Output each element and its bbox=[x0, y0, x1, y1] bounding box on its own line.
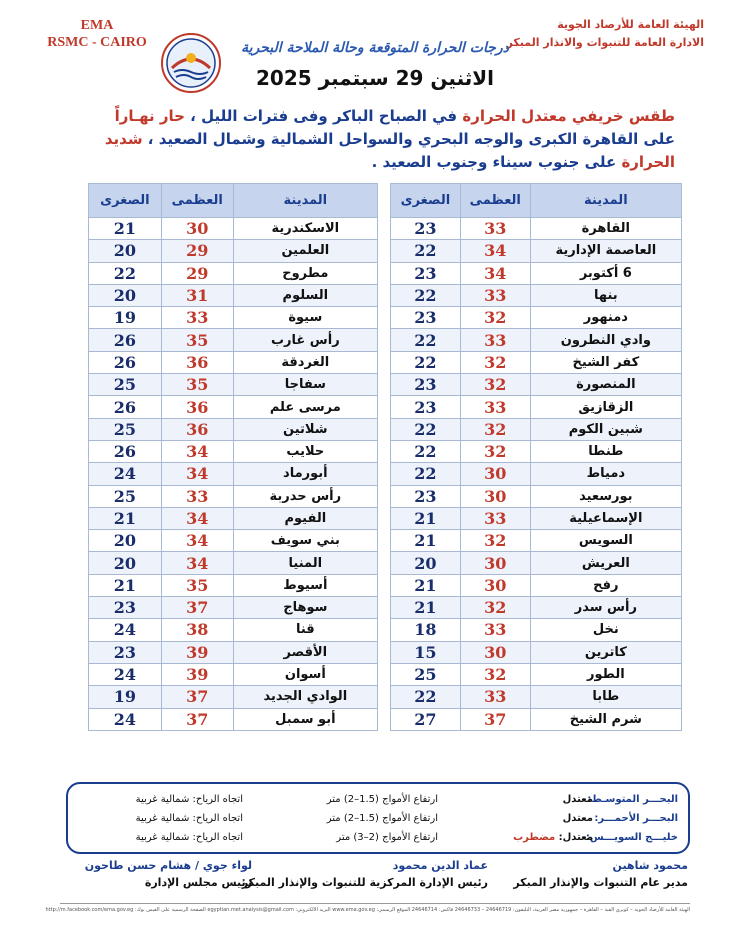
city-cell: سوهاج bbox=[233, 597, 377, 619]
min-temp-cell: 23 bbox=[391, 262, 461, 284]
min-temp-cell: 20 bbox=[89, 552, 162, 574]
min-temp-cell: 21 bbox=[89, 574, 162, 596]
city-cell: السويس bbox=[530, 530, 681, 552]
min-temp-cell: 25 bbox=[391, 663, 461, 685]
sea-state-text: معتدل bbox=[562, 794, 593, 805]
table-row bbox=[391, 396, 682, 418]
max-temp-cell: 33 bbox=[460, 284, 530, 306]
header-max: العظمى bbox=[460, 184, 530, 218]
table-row bbox=[89, 463, 378, 485]
summary-part: شديد الحرارة bbox=[104, 130, 675, 171]
city-cell: الزقازيق bbox=[530, 396, 681, 418]
city-cell: بنها bbox=[530, 284, 681, 306]
table-row bbox=[89, 418, 378, 440]
sea-name bbox=[587, 794, 678, 805]
max-temp-cell: 36 bbox=[161, 396, 233, 418]
table-row bbox=[89, 507, 378, 529]
sea-name-text: خليـــج السويـــس: bbox=[585, 832, 678, 843]
table-row bbox=[89, 351, 378, 373]
wave-height-text: ارتفاع الأمواج (2–3) متر bbox=[336, 832, 438, 843]
summary-part: على جنوب سيناء وجنوب الصعيد . bbox=[371, 153, 622, 171]
max-temp-cell: 34 bbox=[161, 552, 233, 574]
max-temp-cell: 34 bbox=[161, 463, 233, 485]
min-temp-cell: 20 bbox=[89, 284, 162, 306]
sea-row bbox=[68, 832, 688, 852]
max-temp-cell: 33 bbox=[460, 396, 530, 418]
city-cell: شبين الكوم bbox=[530, 418, 681, 440]
sea-name-text: البحـــر المتوسـط: bbox=[587, 794, 678, 805]
max-temp-cell: 33 bbox=[460, 686, 530, 708]
min-temp-cell: 22 bbox=[391, 440, 461, 462]
footer-divider bbox=[60, 903, 690, 904]
min-temp-cell: 24 bbox=[89, 463, 162, 485]
table-row bbox=[391, 440, 682, 462]
sea-state-text: معتدل bbox=[562, 813, 593, 824]
max-temp-cell: 30 bbox=[161, 218, 233, 240]
min-temp-cell: 23 bbox=[89, 641, 162, 663]
city-cell: أبو سمبل bbox=[233, 708, 377, 730]
city-cell: 6 أكتوبر bbox=[530, 262, 681, 284]
max-temp-cell: 32 bbox=[460, 663, 530, 685]
min-temp-cell: 26 bbox=[89, 396, 162, 418]
min-temp-cell: 22 bbox=[391, 463, 461, 485]
city-cell: رأس غارب bbox=[233, 329, 377, 351]
table-row bbox=[391, 307, 682, 329]
max-temp-cell: 37 bbox=[161, 597, 233, 619]
min-temp-cell: 21 bbox=[89, 218, 162, 240]
table-row bbox=[89, 708, 378, 730]
min-temp-cell: 24 bbox=[89, 619, 162, 641]
wind-direction bbox=[136, 832, 243, 843]
city-cell: مطروح bbox=[233, 262, 377, 284]
signature-2 bbox=[242, 857, 488, 891]
table-row bbox=[89, 307, 378, 329]
rsmc-text: RSMC - CAIRO bbox=[47, 35, 147, 50]
max-temp-cell: 35 bbox=[161, 574, 233, 596]
city-cell: المنصورة bbox=[530, 374, 681, 396]
table-row bbox=[89, 597, 378, 619]
min-temp-cell: 22 bbox=[391, 418, 461, 440]
sea-row bbox=[68, 813, 688, 833]
city-cell: وادي النطرون bbox=[530, 329, 681, 351]
table-row bbox=[391, 240, 682, 262]
footer-contact: الهيئة العامة للأرصاد الجوية – كوبري القبة – القاهرة – جمهورية مصر العربية، التليفون: 24646719 – 24646733 فاكس: 24646714 الموقع الرسمي: www.ema.gov.eg البريد الالكتروني: egyptian.met.analysis@gmail.com الصفحة الرسمية على الفيس بوك: http://m.facebook.com/ema.gov.eg bbox=[45, 907, 690, 913]
table-header-row bbox=[89, 184, 378, 218]
min-temp-cell: 23 bbox=[391, 218, 461, 240]
table-row bbox=[89, 240, 378, 262]
wind-direction-text: اتجاه الرياح: شمالية غربية bbox=[135, 794, 243, 805]
min-temp-cell: 26 bbox=[89, 440, 162, 462]
table-row bbox=[89, 329, 378, 351]
city-cell: طنطا bbox=[530, 440, 681, 462]
min-temp-cell: 25 bbox=[89, 485, 162, 507]
signature-title: رئيس مجلس الإدارة bbox=[144, 876, 252, 889]
ema-label bbox=[42, 17, 152, 51]
table-row bbox=[89, 574, 378, 596]
city-cell: الإسماعيلية bbox=[530, 507, 681, 529]
city-cell: قنا bbox=[233, 619, 377, 641]
max-temp-cell: 30 bbox=[460, 641, 530, 663]
max-temp-cell: 29 bbox=[161, 240, 233, 262]
table-row bbox=[391, 597, 682, 619]
min-temp-cell: 20 bbox=[391, 552, 461, 574]
min-temp-cell: 22 bbox=[391, 329, 461, 351]
city-cell: نخل bbox=[530, 619, 681, 641]
wind-direction-text: اتجاه الرياح: شمالية غربية bbox=[135, 813, 243, 824]
min-temp-cell: 26 bbox=[89, 329, 162, 351]
table-row bbox=[391, 485, 682, 507]
max-temp-cell: 33 bbox=[161, 307, 233, 329]
city-cell: الطور bbox=[530, 663, 681, 685]
max-temp-cell: 33 bbox=[460, 507, 530, 529]
min-temp-cell: 22 bbox=[391, 240, 461, 262]
city-cell: رأس حدربة bbox=[233, 485, 377, 507]
table-row bbox=[391, 351, 682, 373]
city-cell: الغردقة bbox=[233, 351, 377, 373]
table-row bbox=[391, 619, 682, 641]
max-temp-cell: 31 bbox=[161, 284, 233, 306]
max-temp-cell: 34 bbox=[460, 262, 530, 284]
min-temp-cell: 26 bbox=[89, 351, 162, 373]
max-temp-cell: 32 bbox=[460, 530, 530, 552]
city-cell: سيوة bbox=[233, 307, 377, 329]
max-temp-cell: 37 bbox=[161, 686, 233, 708]
city-cell: كفر الشيخ bbox=[530, 351, 681, 373]
table-row bbox=[89, 641, 378, 663]
max-temp-cell: 33 bbox=[460, 218, 530, 240]
max-temp-cell: 35 bbox=[161, 329, 233, 351]
wind-direction bbox=[136, 794, 243, 805]
city-cell: العاصمة الإدارية bbox=[530, 240, 681, 262]
weather-summary bbox=[90, 105, 675, 174]
min-temp-cell: 22 bbox=[391, 284, 461, 306]
wave-height-text: ارتفاع الأمواج (1.5–2) متر bbox=[326, 794, 438, 805]
max-temp-cell: 30 bbox=[460, 552, 530, 574]
min-temp-cell: 25 bbox=[89, 374, 162, 396]
city-cell: شلاتين bbox=[233, 418, 377, 440]
table-row bbox=[391, 329, 682, 351]
max-temp-cell: 32 bbox=[460, 374, 530, 396]
sea-state bbox=[563, 794, 593, 805]
wave-height-text: ارتفاع الأمواج (1.5–2) متر bbox=[326, 813, 438, 824]
max-temp-cell: 38 bbox=[161, 619, 233, 641]
min-temp-cell: 21 bbox=[391, 507, 461, 529]
summary-part: على القاهرة الكبرى والوجه البحري والسواحل الشمالية وشمال الصعيد ، bbox=[142, 130, 675, 148]
city-cell: طابا bbox=[530, 686, 681, 708]
min-temp-cell: 21 bbox=[391, 597, 461, 619]
sea-row bbox=[68, 794, 688, 814]
city-cell: شرم الشيخ bbox=[530, 708, 681, 730]
ema-logo-icon bbox=[160, 32, 222, 94]
max-temp-cell: 36 bbox=[161, 351, 233, 373]
city-cell: دمنهور bbox=[530, 307, 681, 329]
min-temp-cell: 23 bbox=[391, 374, 461, 396]
city-cell: رأس سدر bbox=[530, 597, 681, 619]
min-temp-cell: 18 bbox=[391, 619, 461, 641]
signature-name: لواء جوي / هشام حسن طاحون bbox=[84, 859, 252, 872]
signature-1 bbox=[513, 857, 688, 891]
table-row bbox=[89, 374, 378, 396]
sea-state-text: معتدل: bbox=[555, 832, 593, 843]
max-temp-cell: 34 bbox=[161, 530, 233, 552]
wave-height bbox=[327, 794, 438, 805]
city-cell: الاسكندرية bbox=[233, 218, 377, 240]
max-temp-cell: 32 bbox=[460, 351, 530, 373]
table-row bbox=[89, 396, 378, 418]
table-row bbox=[391, 708, 682, 730]
header-city: المدينة bbox=[530, 184, 681, 218]
table-row bbox=[391, 574, 682, 596]
city-cell: السلوم bbox=[233, 284, 377, 306]
min-temp-cell: 23 bbox=[391, 485, 461, 507]
sea-name bbox=[594, 813, 678, 824]
min-temp-cell: 23 bbox=[391, 396, 461, 418]
table-row bbox=[89, 552, 378, 574]
min-temp-cell: 20 bbox=[89, 240, 162, 262]
max-temp-cell: 34 bbox=[460, 240, 530, 262]
city-cell: الأقصر bbox=[233, 641, 377, 663]
max-temp-cell: 32 bbox=[460, 418, 530, 440]
ema-text: EMA bbox=[80, 18, 114, 33]
city-cell: أسيوط bbox=[233, 574, 377, 596]
header-min: الصغرى bbox=[391, 184, 461, 218]
max-temp-cell: 32 bbox=[460, 440, 530, 462]
min-temp-cell: 21 bbox=[391, 574, 461, 596]
min-temp-cell: 23 bbox=[89, 597, 162, 619]
table-header-row bbox=[391, 184, 682, 218]
table-row bbox=[89, 284, 378, 306]
table-row bbox=[391, 418, 682, 440]
header-max: العظمى bbox=[161, 184, 233, 218]
wind-direction-text: اتجاه الرياح: شمالية غربية bbox=[135, 832, 243, 843]
max-temp-cell: 37 bbox=[460, 708, 530, 730]
min-temp-cell: 24 bbox=[89, 663, 162, 685]
city-cell: رفح bbox=[530, 574, 681, 596]
page-subtitle: درجات الحرارة المتوقعة وحالة الملاحة البحرية bbox=[241, 40, 509, 56]
min-temp-cell: 15 bbox=[391, 641, 461, 663]
min-temp-cell: 19 bbox=[89, 686, 162, 708]
min-temp-cell: 25 bbox=[89, 418, 162, 440]
max-temp-cell: 34 bbox=[161, 440, 233, 462]
table-row bbox=[89, 663, 378, 685]
city-cell: أسوان bbox=[233, 663, 377, 685]
max-temp-cell: 37 bbox=[161, 708, 233, 730]
header-min: الصغرى bbox=[89, 184, 162, 218]
city-cell: أبورماد bbox=[233, 463, 377, 485]
table-row bbox=[89, 619, 378, 641]
table-row bbox=[391, 641, 682, 663]
max-temp-cell: 36 bbox=[161, 418, 233, 440]
city-cell: القاهرة bbox=[530, 218, 681, 240]
city-cell: سفاجا bbox=[233, 374, 377, 396]
header-city: المدينة bbox=[233, 184, 377, 218]
signature-title: مدير عام التنبوات والإنذار المبكر bbox=[513, 876, 688, 889]
max-temp-cell: 33 bbox=[460, 619, 530, 641]
min-temp-cell: 27 bbox=[391, 708, 461, 730]
table-row bbox=[391, 262, 682, 284]
max-temp-cell: 34 bbox=[161, 507, 233, 529]
temperature-table-right bbox=[390, 183, 682, 731]
signature-name: محمود شاهين bbox=[612, 859, 688, 872]
signature-3 bbox=[85, 857, 252, 891]
sea-state bbox=[513, 832, 593, 843]
min-temp-cell: 22 bbox=[391, 351, 461, 373]
max-temp-cell: 32 bbox=[460, 307, 530, 329]
max-temp-cell: 30 bbox=[460, 463, 530, 485]
city-cell: بني سويف bbox=[233, 530, 377, 552]
table-row bbox=[391, 530, 682, 552]
table-row bbox=[89, 262, 378, 284]
sea-name bbox=[586, 832, 678, 843]
city-cell: الفيوم bbox=[233, 507, 377, 529]
sea-name-text: البحـــر الأحمـــر: bbox=[594, 813, 678, 824]
summary-part: حار نهـاراً bbox=[114, 107, 185, 125]
wave-height bbox=[336, 832, 438, 843]
max-temp-cell: 39 bbox=[161, 663, 233, 685]
temperature-table-left bbox=[88, 183, 378, 731]
table-row bbox=[89, 218, 378, 240]
table-row bbox=[89, 440, 378, 462]
page-date: الاثنين 29 سبتمبر 2025 bbox=[256, 66, 494, 90]
city-cell: المنيا bbox=[233, 552, 377, 574]
max-temp-cell: 32 bbox=[460, 597, 530, 619]
min-temp-cell: 22 bbox=[89, 262, 162, 284]
min-temp-cell: 21 bbox=[89, 507, 162, 529]
table-row bbox=[89, 485, 378, 507]
table-row bbox=[391, 686, 682, 708]
sea-status-box bbox=[66, 782, 690, 854]
org-department: الادارة العامة للتنبوات والانذار المبكر bbox=[506, 36, 704, 49]
sea-state bbox=[563, 813, 593, 824]
table-row bbox=[89, 530, 378, 552]
city-cell: دمياط bbox=[530, 463, 681, 485]
signature-title: رئيس الإدارة المركزية للتنبوات والإنذار المبكر bbox=[241, 876, 488, 889]
org-name: الهيئة العامة للأرصاد الجوية bbox=[557, 18, 704, 31]
org-header bbox=[507, 16, 704, 52]
max-temp-cell: 30 bbox=[460, 574, 530, 596]
city-cell: كاترين bbox=[530, 641, 681, 663]
min-temp-cell: 20 bbox=[89, 530, 162, 552]
table-row bbox=[391, 374, 682, 396]
min-temp-cell: 23 bbox=[391, 307, 461, 329]
city-cell: مرسى علم bbox=[233, 396, 377, 418]
city-cell: العريش bbox=[530, 552, 681, 574]
summary-part: في الصباح الباكر وفى فترات الليل ، bbox=[184, 107, 463, 125]
city-cell: حلايب bbox=[233, 440, 377, 462]
min-temp-cell: 21 bbox=[391, 530, 461, 552]
sea-state-warning: مضطرب bbox=[513, 832, 556, 843]
max-temp-cell: 39 bbox=[161, 641, 233, 663]
table-row bbox=[391, 284, 682, 306]
max-temp-cell: 33 bbox=[161, 485, 233, 507]
city-cell: العلمين bbox=[233, 240, 377, 262]
table-row bbox=[391, 663, 682, 685]
signature-name: عماد الدين محمود bbox=[392, 859, 488, 872]
table-row bbox=[391, 507, 682, 529]
table-row bbox=[391, 463, 682, 485]
city-cell: بورسعيد bbox=[530, 485, 681, 507]
min-temp-cell: 24 bbox=[89, 708, 162, 730]
wave-height bbox=[327, 813, 438, 824]
min-temp-cell: 19 bbox=[89, 307, 162, 329]
max-temp-cell: 30 bbox=[460, 485, 530, 507]
city-cell: الوادي الجديد bbox=[233, 686, 377, 708]
min-temp-cell: 22 bbox=[391, 686, 461, 708]
max-temp-cell: 35 bbox=[161, 374, 233, 396]
table-row bbox=[89, 686, 378, 708]
table-row bbox=[391, 218, 682, 240]
wind-direction bbox=[136, 813, 243, 824]
summary-part: طقس خريفي معتدل الحرارة bbox=[462, 107, 675, 125]
table-row bbox=[391, 552, 682, 574]
max-temp-cell: 29 bbox=[161, 262, 233, 284]
max-temp-cell: 33 bbox=[460, 329, 530, 351]
